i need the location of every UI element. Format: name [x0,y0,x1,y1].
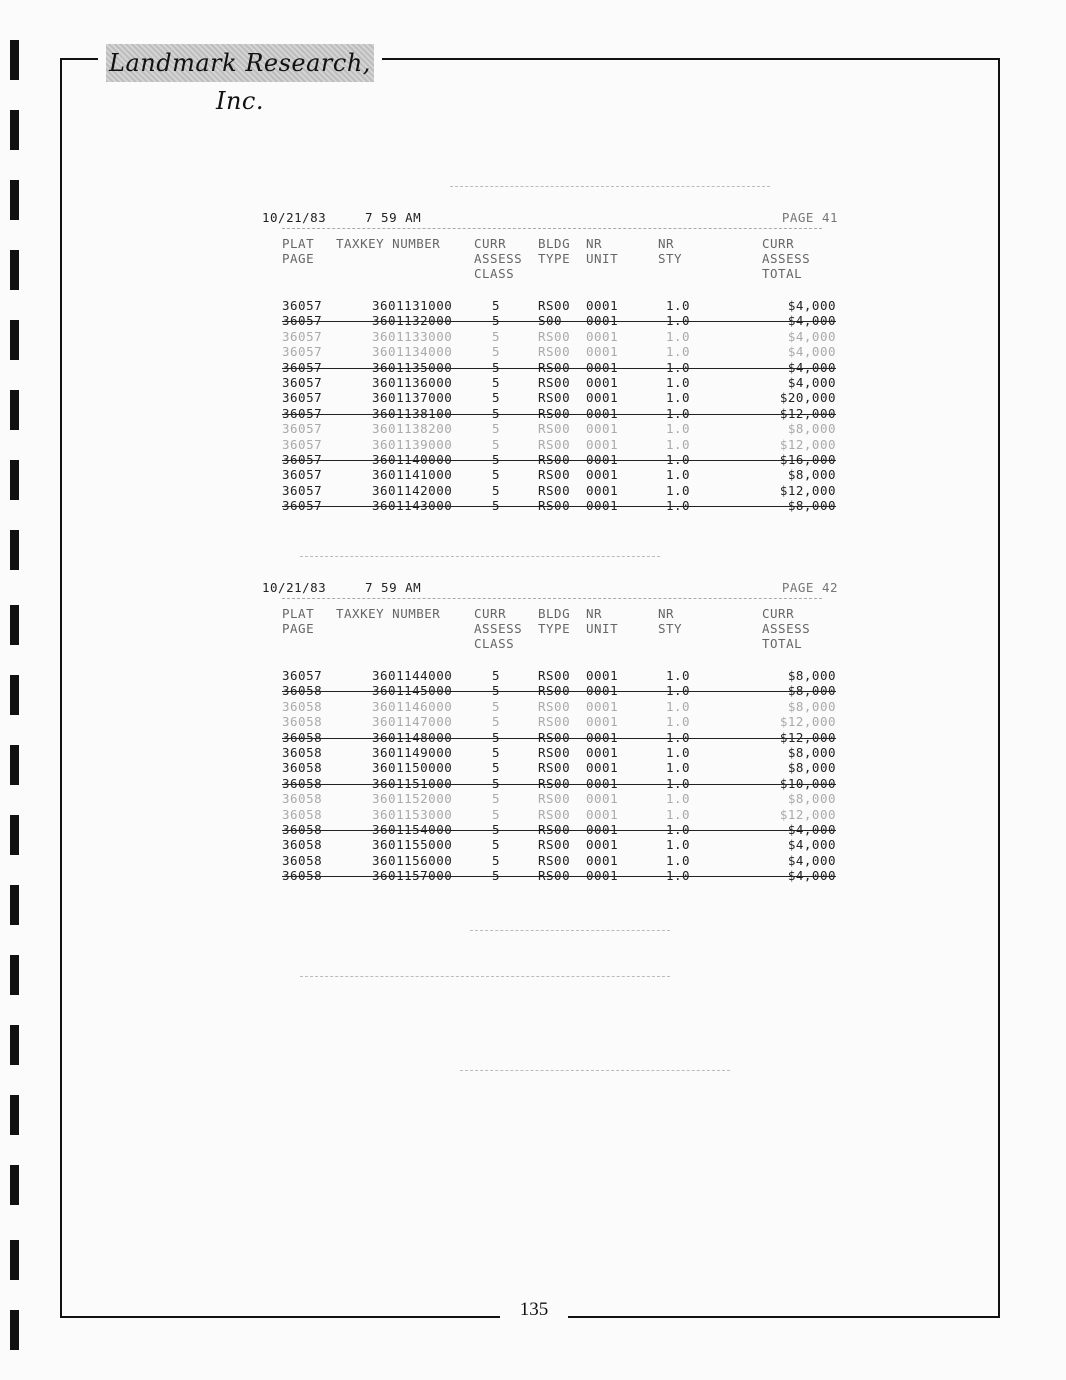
nr-unit-cell: 0001 [586,791,619,807]
assess-total-cell: $8,000 [787,498,836,514]
scan-mark [460,1070,730,1071]
nr-sty-cell: 1.0 [666,298,691,313]
binding-hole [10,390,19,430]
taxkey-cell: 3601147000 [372,714,453,730]
assess-class-cell: 5 [492,451,501,467]
plat-page-cell: 36057 [282,451,323,467]
col-header-taxkey: TAXKEY NUMBER [336,236,441,251]
plat-page-cell: 36058 [282,729,323,745]
col-header-assess-total: CURR ASSESS TOTAL [762,606,811,651]
nr-sty-cell: 1.0 [666,451,691,467]
table-row [262,452,842,467]
taxkey-cell: 3601151000 [372,775,453,791]
binding-hole [10,885,19,925]
nr-unit-cell: 0001 [586,451,619,467]
assess-class-cell: 5 [492,714,501,730]
plat-page-cell: 36058 [282,760,323,776]
assess-total-cell: $12,000 [779,482,836,498]
assess-total-cell: $12,000 [779,405,836,421]
taxkey-cell: 3601132000 [372,313,453,329]
assess-total-cell: $4,000 [787,344,836,360]
assess-class-cell: 5 [492,868,501,884]
assess-class-cell: 5 [492,436,501,452]
table-row [262,683,842,698]
plat-page-cell: 36057 [282,298,323,313]
bldg-type-cell: RS00 [538,806,571,822]
table-row [262,837,842,852]
nr-sty-cell: 1.0 [666,482,691,498]
nr-unit-cell: 0001 [586,359,619,375]
binding-hole [10,1310,19,1350]
binding-hole [10,675,19,715]
plat-page-cell: 36058 [282,744,323,760]
assess-class-cell: 5 [492,668,501,683]
nr-sty-cell: 1.0 [666,806,691,822]
taxkey-cell: 3601155000 [372,837,453,853]
nr-sty-cell: 1.0 [666,467,691,483]
assess-total-cell: $10,000 [779,775,836,791]
table-row [262,807,842,822]
nr-unit-cell: 0001 [586,821,619,837]
plat-page-cell: 36058 [282,821,323,837]
binding-hole [10,1240,19,1280]
bldg-type-cell: RS00 [538,868,571,884]
nr-sty-cell: 1.0 [666,744,691,760]
assess-class-cell: 5 [492,775,501,791]
nr-sty-cell: 1.0 [666,359,691,375]
nr-sty-cell: 1.0 [666,405,691,421]
taxkey-cell: 3601144000 [372,668,453,683]
bldg-type-cell: RS00 [538,698,571,714]
assess-total-cell: $8,000 [787,744,836,760]
taxkey-cell: 3601145000 [372,683,453,699]
table-row [262,483,842,498]
nr-unit-cell: 0001 [586,313,619,329]
nr-sty-cell: 1.0 [666,313,691,329]
table-row [262,668,842,683]
assess-total-cell: $4,000 [787,313,836,329]
plat-page-cell: 36057 [282,436,323,452]
scan-mark [470,930,670,931]
report-time: 7 59 AM [365,580,422,595]
assess-class-cell: 5 [492,729,501,745]
table-row [262,498,842,513]
scan-mark [450,186,770,187]
table-row [262,822,842,837]
report-time: 7 59 AM [365,210,422,225]
assess-class-cell: 5 [492,313,501,329]
nr-sty-cell: 1.0 [666,775,691,791]
nr-sty-cell: 1.0 [666,328,691,344]
report-header [262,580,842,598]
assess-total-cell: $4,000 [787,868,836,884]
nr-sty-cell: 1.0 [666,852,691,868]
nr-sty-cell: 1.0 [666,791,691,807]
plat-page-cell: 36057 [282,313,323,329]
plat-page-cell: 36058 [282,806,323,822]
nr-unit-cell: 0001 [586,775,619,791]
col-header-nr-sty: NR STY [658,236,683,266]
nr-sty-cell: 1.0 [666,421,691,437]
taxkey-cell: 3601148000 [372,729,453,745]
assess-class-cell: 5 [492,683,501,699]
nr-unit-cell: 0001 [586,668,619,683]
taxkey-cell: 3601152000 [372,791,453,807]
nr-sty-cell: 1.0 [666,668,691,683]
bldg-type-cell: RS00 [538,405,571,421]
col-header-bldg-type: BLDG TYPE [538,236,571,266]
assess-total-cell: $12,000 [779,806,836,822]
binding-hole [10,745,19,785]
col-header-nr-sty: NR STY [658,606,683,636]
table-row [262,714,842,729]
col-header-assess-class: CURR ASSESS CLASS [474,236,523,281]
table-row [262,329,842,344]
nr-sty-cell: 1.0 [666,698,691,714]
assess-class-cell: 5 [492,821,501,837]
table-row [262,776,842,791]
table-row [262,360,842,375]
taxkey-cell: 3601157000 [372,868,453,884]
table-row [262,298,842,313]
nr-unit-cell: 0001 [586,374,619,390]
plat-page-cell: 36057 [282,482,323,498]
header-rule [282,598,822,599]
nr-sty-cell: 1.0 [666,390,691,406]
nr-unit-cell: 0001 [586,714,619,730]
scan-mark [300,976,670,977]
binding-hole [10,110,19,150]
col-header-assess-class: CURR ASSESS CLASS [474,606,523,651]
bldg-type-cell: RS00 [538,374,571,390]
taxkey-cell: 3601138200 [372,421,453,437]
bldg-type-cell: RS00 [538,421,571,437]
col-header-plat: PLAT PAGE [282,236,315,266]
table-row [262,868,842,883]
bldg-type-cell: RS00 [538,668,571,683]
plat-page-cell: 36057 [282,405,323,421]
nr-unit-cell: 0001 [586,498,619,514]
table-row [262,467,842,482]
plat-page-cell: 36057 [282,668,323,683]
bldg-type-cell: RS00 [538,328,571,344]
taxkey-cell: 3601140000 [372,451,453,467]
binding-hole [10,1165,19,1205]
table-row [262,390,842,405]
table-row [262,699,842,714]
binding-hole [10,605,19,645]
assess-class-cell: 5 [492,806,501,822]
table-row [262,421,842,436]
assess-class-cell: 5 [492,852,501,868]
nr-unit-cell: 0001 [586,683,619,699]
table-row [262,760,842,775]
plat-page-cell: 36058 [282,791,323,807]
assess-class-cell: 5 [492,467,501,483]
bldg-type-cell: RS00 [538,451,571,467]
table-rows [262,298,842,513]
header-rule [282,228,822,229]
assess-class-cell: 5 [492,837,501,853]
assess-class-cell: 5 [492,744,501,760]
binding-hole [10,815,19,855]
nr-sty-cell: 1.0 [666,498,691,514]
assess-total-cell: $8,000 [787,698,836,714]
taxkey-cell: 3601141000 [372,467,453,483]
nr-unit-cell: 0001 [586,421,619,437]
scan-mark [300,556,660,557]
bldg-type-cell: RS00 [538,714,571,730]
table-row [262,745,842,760]
assess-total-cell: $12,000 [779,729,836,745]
binding-hole [10,40,19,80]
taxkey-cell: 3601150000 [372,760,453,776]
assess-total-cell: $4,000 [787,837,836,853]
nr-sty-cell: 1.0 [666,868,691,884]
taxkey-cell: 3601131000 [372,298,453,313]
report-date: 10/21/83 [262,210,327,225]
page-number: 135 [500,1296,568,1324]
binding-hole [10,955,19,995]
binding-hole [10,530,19,570]
nr-unit-cell: 0001 [586,405,619,421]
assess-class-cell: 5 [492,344,501,360]
nr-unit-cell: 0001 [586,837,619,853]
plat-page-cell: 36057 [282,390,323,406]
assess-class-cell: 5 [492,791,501,807]
binding-hole [10,1025,19,1065]
bldg-type-cell: RS00 [538,837,571,853]
bldg-type-cell: RS00 [538,821,571,837]
table-row [262,344,842,359]
assess-total-cell: $4,000 [787,298,836,313]
plat-page-cell: 36057 [282,467,323,483]
plat-page-cell: 36058 [282,852,323,868]
bldg-type-cell: RS00 [538,791,571,807]
taxkey-cell: 3601153000 [372,806,453,822]
assess-class-cell: 5 [492,405,501,421]
assess-total-cell: $12,000 [779,714,836,730]
col-header-bldg-type: BLDG TYPE [538,606,571,636]
taxkey-cell: 3601146000 [372,698,453,714]
nr-unit-cell: 0001 [586,760,619,776]
taxkey-cell: 3601139000 [372,436,453,452]
assess-total-cell: $12,000 [779,436,836,452]
taxkey-cell: 3601133000 [372,328,453,344]
nr-unit-cell: 0001 [586,744,619,760]
plat-page-cell: 36058 [282,868,323,884]
col-header-assess-total: CURR ASSESS TOTAL [762,236,811,281]
plat-page-cell: 36058 [282,698,323,714]
bldg-type-cell: RS00 [538,482,571,498]
bldg-type-cell: RS00 [538,683,571,699]
col-header-plat: PLAT PAGE [282,606,315,636]
assess-class-cell: 5 [492,328,501,344]
nr-unit-cell: 0001 [586,729,619,745]
binding-hole [10,320,19,360]
plat-page-cell: 36057 [282,374,323,390]
nr-sty-cell: 1.0 [666,821,691,837]
table-row [262,437,842,452]
assess-total-cell: $8,000 [787,683,836,699]
plat-page-cell: 36058 [282,775,323,791]
taxkey-cell: 3601142000 [372,482,453,498]
assess-total-cell: $8,000 [787,760,836,776]
assess-total-cell: $16,000 [779,451,836,467]
nr-sty-cell: 1.0 [666,714,691,730]
nr-unit-cell: 0001 [586,698,619,714]
assess-total-cell: $4,000 [787,852,836,868]
nr-sty-cell: 1.0 [666,729,691,745]
nr-unit-cell: 0001 [586,436,619,452]
assess-class-cell: 5 [492,359,501,375]
plat-page-cell: 36057 [282,498,323,514]
bldg-type-cell: RS00 [538,467,571,483]
plat-page-cell: 36057 [282,421,323,437]
nr-unit-cell: 0001 [586,806,619,822]
nr-unit-cell: 0001 [586,344,619,360]
taxkey-cell: 3601156000 [372,852,453,868]
bldg-type-cell: RS00 [538,344,571,360]
bldg-type-cell: RS00 [538,852,571,868]
table-row [262,853,842,868]
bldg-type-cell: RS00 [538,359,571,375]
bldg-type-cell: RS00 [538,498,571,514]
taxkey-cell: 3601135000 [372,359,453,375]
taxkey-cell: 3601136000 [372,374,453,390]
assess-total-cell: $20,000 [779,390,836,406]
assess-total-cell: $8,000 [787,791,836,807]
nr-unit-cell: 0001 [586,482,619,498]
table-row [262,375,842,390]
bldg-type-cell: RS00 [538,775,571,791]
table-row [262,791,842,806]
nr-sty-cell: 1.0 [666,760,691,776]
report-page: PAGE 42 [781,580,838,595]
col-header-nr-unit: NR UNIT [586,606,619,636]
plat-page-cell: 36057 [282,344,323,360]
binding-hole [10,1095,19,1135]
bldg-type-cell: RS00 [538,760,571,776]
assess-class-cell: 5 [492,698,501,714]
company-logo [106,44,374,115]
binding-hole [10,250,19,290]
bldg-type-cell: S00 [538,313,563,329]
table-rows [262,668,842,883]
table-row [262,730,842,745]
taxkey-cell: 3601134000 [372,344,453,360]
bldg-type-cell: RS00 [538,298,571,313]
nr-sty-cell: 1.0 [666,344,691,360]
assess-class-cell: 5 [492,298,501,313]
nr-unit-cell: 0001 [586,390,619,406]
assess-total-cell: $4,000 [787,359,836,375]
assess-class-cell: 5 [492,390,501,406]
bldg-type-cell: RS00 [538,436,571,452]
nr-sty-cell: 1.0 [666,683,691,699]
taxkey-cell: 3601143000 [372,498,453,514]
taxkey-cell: 3601154000 [372,821,453,837]
assess-total-cell: $4,000 [787,374,836,390]
bldg-type-cell: RS00 [538,744,571,760]
assess-class-cell: 5 [492,374,501,390]
nr-sty-cell: 1.0 [666,436,691,452]
col-header-nr-unit: NR UNIT [586,236,619,266]
col-header-taxkey: TAXKEY NUMBER [336,606,441,621]
plat-page-cell: 36057 [282,328,323,344]
assess-class-cell: 5 [492,498,501,514]
report-page: PAGE 41 [781,210,838,225]
nr-sty-cell: 1.0 [666,374,691,390]
assess-class-cell: 5 [492,760,501,776]
nr-unit-cell: 0001 [586,852,619,868]
assess-total-cell: $8,000 [787,668,836,683]
plat-page-cell: 36058 [282,683,323,699]
assess-total-cell: $4,000 [787,821,836,837]
plat-page-cell: 36058 [282,714,323,730]
assess-class-cell: 5 [492,421,501,437]
report-header [262,210,842,228]
taxkey-cell: 3601149000 [372,744,453,760]
taxkey-cell: 3601137000 [372,390,453,406]
taxkey-cell: 3601138100 [372,405,453,421]
plat-page-cell: 36057 [282,359,323,375]
assess-total-cell: $8,000 [787,467,836,483]
nr-unit-cell: 0001 [586,868,619,884]
nr-unit-cell: 0001 [586,467,619,483]
table-row [262,406,842,421]
binding-hole [10,180,19,220]
assess-total-cell: $4,000 [787,328,836,344]
report-date: 10/21/83 [262,580,327,595]
bldg-type-cell: RS00 [538,729,571,745]
nr-sty-cell: 1.0 [666,837,691,853]
binding-hole [10,460,19,500]
table-row [262,313,842,328]
plat-page-cell: 36058 [282,837,323,853]
assess-class-cell: 5 [492,482,501,498]
bldg-type-cell: RS00 [538,390,571,406]
logo-text: Landmark Research, Inc. [109,49,371,115]
assess-total-cell: $8,000 [787,421,836,437]
nr-unit-cell: 0001 [586,328,619,344]
nr-unit-cell: 0001 [586,298,619,313]
